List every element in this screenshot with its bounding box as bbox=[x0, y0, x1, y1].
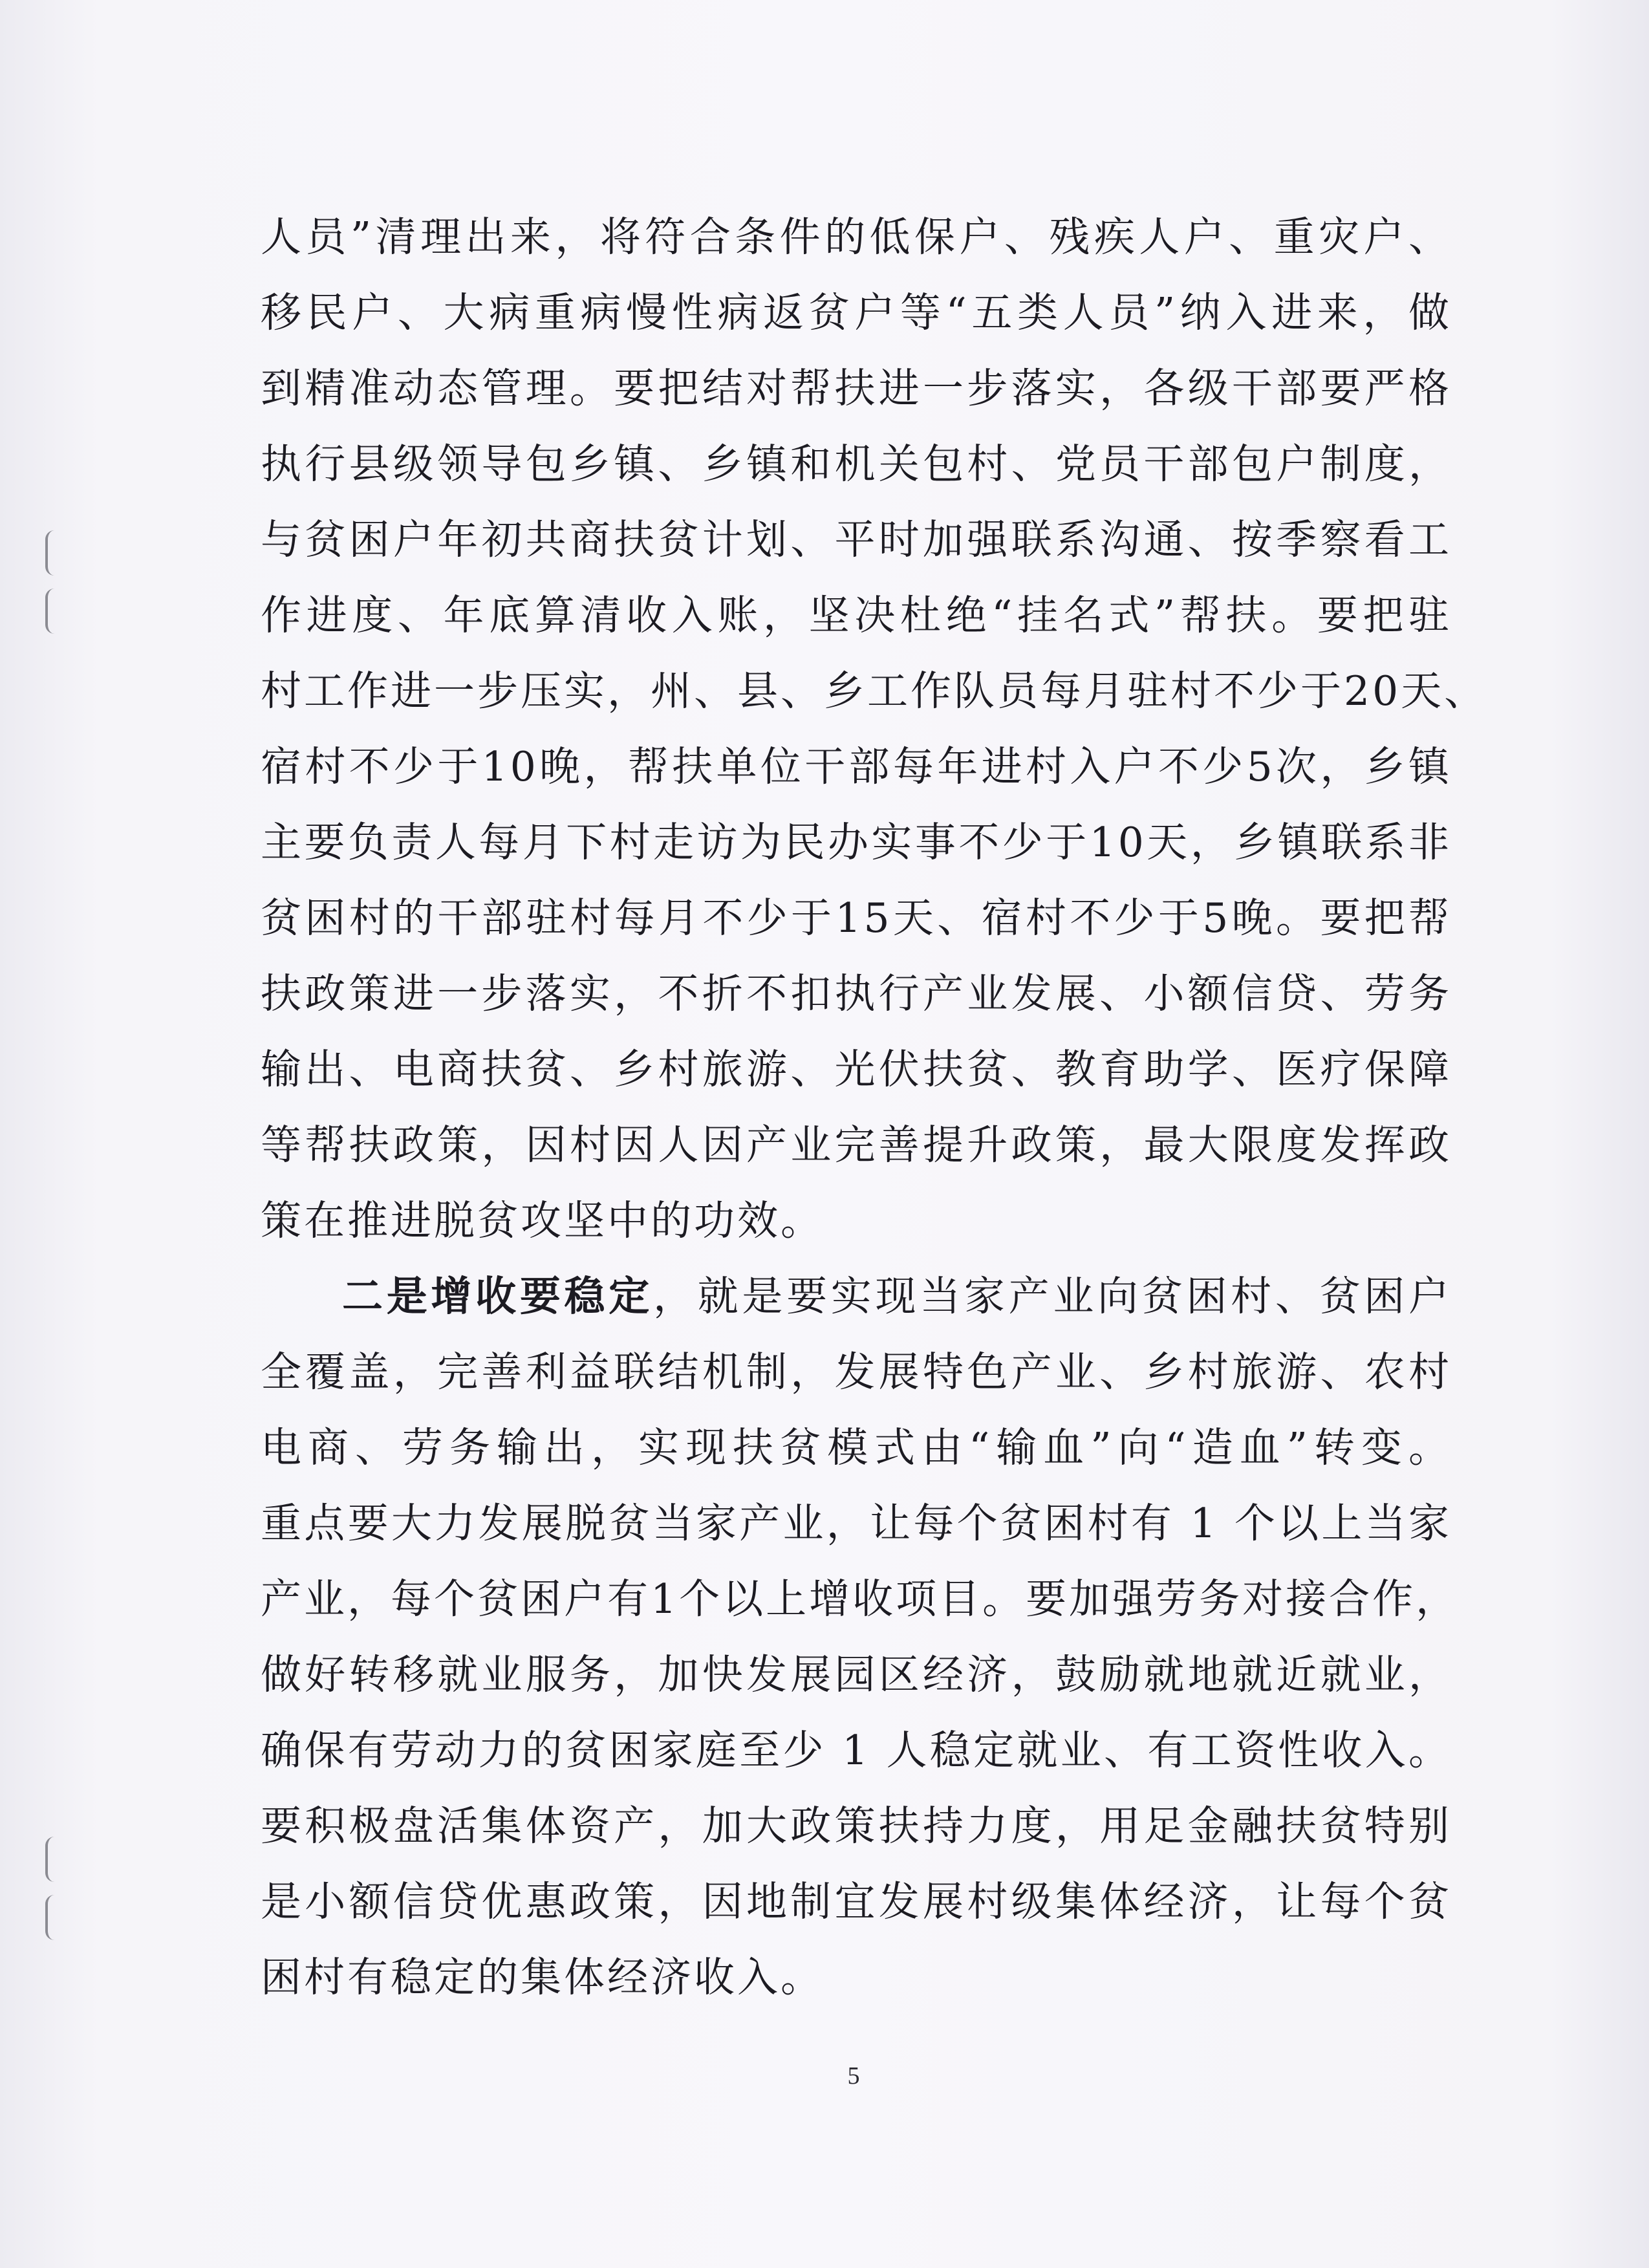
text-line: 输出、电商扶贫、乡村旅游、光伏扶贫、教育助学、医疗保障 bbox=[261, 1046, 1452, 1093]
text-line: 执行县级领导包乡镇、乡镇和机关包村、党员干部包户制度， bbox=[261, 440, 1452, 488]
text-line: 困村有稳定的集体经济收入。 bbox=[261, 1954, 824, 2001]
page-number: 5 bbox=[847, 2062, 860, 2090]
text-line: 主要负责人每月下村走访为民办实事不少于10天，乡镇联系非 bbox=[261, 819, 1452, 866]
text-line: 宿村不少于10晚，帮扶单位干部每年进村入户不少5次，乡镇 bbox=[261, 743, 1452, 790]
staple-mark bbox=[45, 1895, 61, 1940]
text-line: 产业，每个贫困户有1个以上增收项目。要加强劳务对接合作， bbox=[261, 1575, 1460, 1623]
paragraph-first-line-text: ，就是要实现当家产业向贫困村、贫困户 bbox=[652, 1273, 1452, 1320]
text-line: 等帮扶政策，因村因人因产业完善提升政策，最大限度发挥政 bbox=[261, 1121, 1452, 1169]
text-line: 电商、劳务输出，实现扶贫模式由“输血”向“造血”转变。 bbox=[261, 1424, 1452, 1471]
paragraph-first-line bbox=[261, 1258, 1452, 1334]
text-line: 贫困村的干部驻村每月不少于15天、宿村不少于5晚。要把帮 bbox=[261, 894, 1452, 942]
text-line: 移民户、大病重病慢性病返贫户等“五类人员”纳入进来，做 bbox=[261, 289, 1452, 336]
staple-mark bbox=[45, 1837, 61, 1882]
text-line: 要积极盘活集体资产，加大政策扶持力度，用足金融扶贫特别 bbox=[261, 1802, 1452, 1850]
paragraph-heading: 二是增收要稳定 bbox=[342, 1272, 653, 1320]
text-line: 做好转移就业服务，加快发展园区经济，鼓励就地就近就业， bbox=[261, 1651, 1452, 1698]
text-line: 到精准动态管理。要把结对帮扶进一步落实，各级干部要严格 bbox=[261, 365, 1452, 412]
text-line: 与贫困户年初共商扶贫计划、平时加强联系沟通、按季察看工 bbox=[261, 516, 1452, 563]
text-line: 确保有劳动力的贫困家庭至少 1 人稳定就业、有工资性收入。 bbox=[261, 1727, 1452, 1774]
text-line: 作进度、年底算清收入账，坚决杜绝“挂名式”帮扶。要把驻 bbox=[261, 592, 1452, 639]
text-line: 村工作进一步压实，州、县、乡工作队员每月驻村不少于20天、 bbox=[261, 667, 1488, 715]
staple-mark bbox=[45, 530, 61, 576]
text-line: 全覆盖，完善利益联结机制，发展特色产业、乡村旅游、农村 bbox=[261, 1348, 1452, 1396]
body-text bbox=[261, 199, 1488, 2015]
text-line: 扶政策进一步落实，不折不扣执行产业发展、小额信贷、劳务 bbox=[261, 970, 1452, 1017]
text-line: 是小额信贷优惠政策，因地制宜发展村级集体经济，让每个贫 bbox=[261, 1878, 1452, 1925]
staple-mark bbox=[45, 589, 61, 634]
text-line: 重点要大力发展脱贫当家产业，让每个贫困村有 1 个以上当家 bbox=[261, 1500, 1452, 1547]
text-line: 人员”清理出来，将符合条件的低保户、残疾人户、重灾户、 bbox=[261, 213, 1452, 261]
text-line: 策在推进脱贫攻坚中的功效。 bbox=[261, 1197, 824, 1244]
